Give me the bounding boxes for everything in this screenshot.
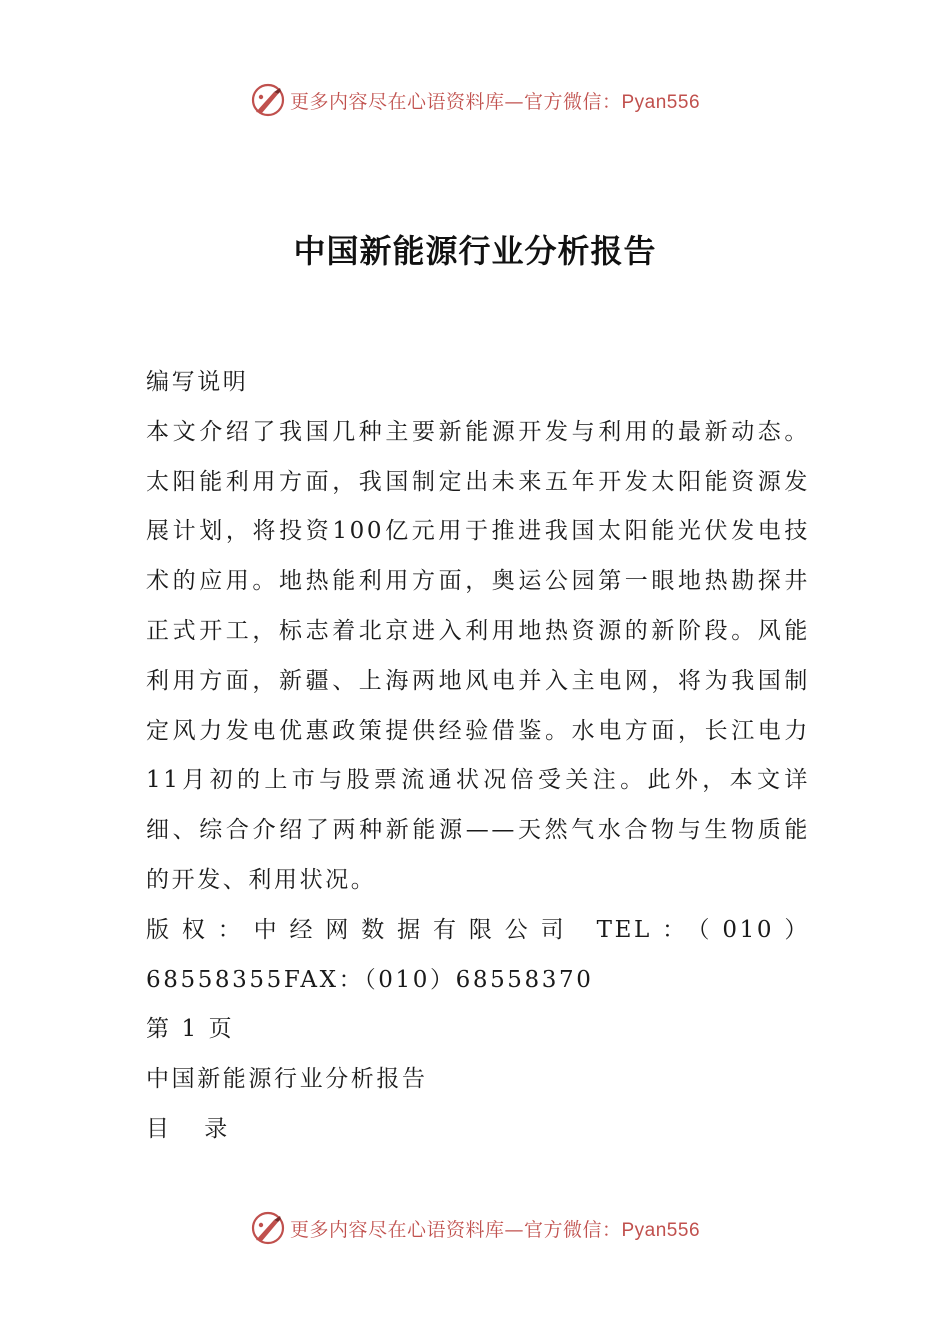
document-body <box>146 358 810 1155</box>
document-title: 中国新能源行业分析报告 <box>293 232 657 270</box>
watermark-header <box>0 82 950 118</box>
section-heading: 编写说明 <box>146 369 249 395</box>
watermark-text: 更多内容尽在心语资料库—官方微信：Pyan556 <box>289 90 701 113</box>
page-number: 第 1 页 <box>146 1016 235 1043</box>
toc-heading: 目 录 <box>146 1115 242 1142</box>
pen-logo-icon <box>250 1210 286 1246</box>
pen-logo-icon <box>250 82 286 118</box>
watermark-text: 更多内容尽在心语资料库—官方微信：Pyan556 <box>289 1218 701 1241</box>
intro-paragraph: 本文介绍了我国几种主要新能源开发与利用的最新动态。太阳能利用方面，我国制定出未来五年开发太阳能资源发展计划，将投资100亿元用于推进我国太阳能光伏发电技术的应用。地热能利用方面，奥运公园第一眼地热勘探井正式开工，标志着北京进入利用地热资源的新阶段。风能利用方面，新疆、上海两地风电并入主电网，将为我国制定风力发电优惠政策提供经验借鉴。水电方面，长江电力11月初的上市与股票流通状况倍受关注。此外，本文详细、综合介绍了两种新能源——天然气水合物与生物质能的开发、利用状况。 <box>146 418 810 893</box>
copyright-line: 版权：中经网数据有限公司 TEL：（010）68558355FAX：（010）68558370 <box>146 916 810 993</box>
watermark-footer <box>0 1210 950 1246</box>
repeat-title: 中国新能源行业分析报告 <box>146 1066 428 1093</box>
